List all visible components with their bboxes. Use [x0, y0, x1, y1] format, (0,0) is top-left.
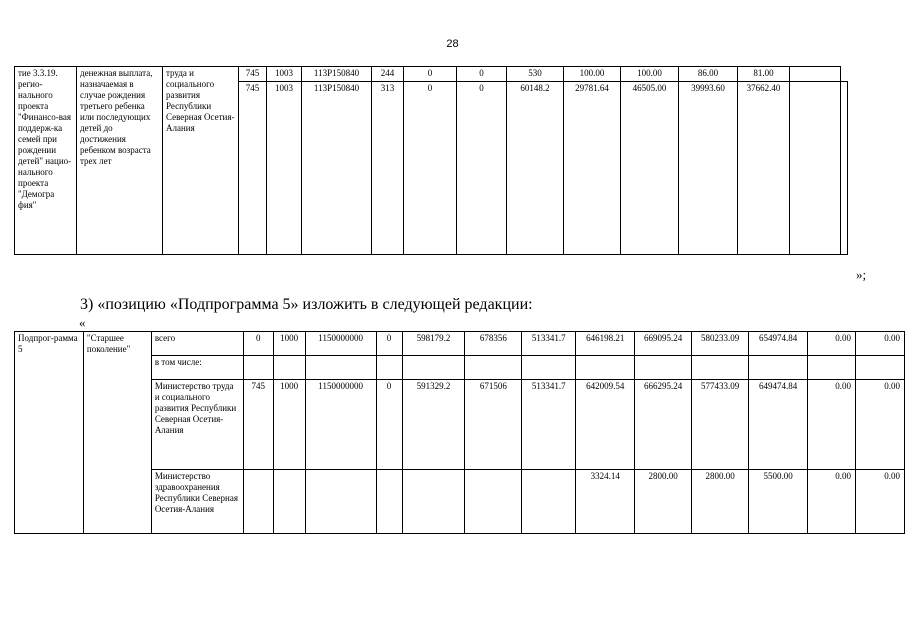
table-cell: [273, 470, 305, 534]
table-cell: 1003: [267, 82, 302, 255]
measure-name-cell: денежная выплата, назначаемая в случае рождения третьего ребенка или последующих детей до достижения ребенком возраста трех лет: [77, 67, 163, 255]
table-subprogram-5: [14, 331, 905, 534]
table-cell: 0.00: [808, 380, 856, 470]
table-cell: [841, 82, 848, 255]
table-cell: 244: [372, 67, 404, 82]
table-cell: 100.00: [621, 67, 679, 82]
table-cell: 0.00: [808, 332, 856, 356]
page-number: 28: [446, 38, 459, 50]
table-cell: 0.00: [855, 470, 904, 534]
table-cell: [790, 67, 841, 82]
table-cell: 0.00: [808, 470, 856, 534]
table-cell: [522, 470, 576, 534]
table-cell: [243, 470, 273, 534]
table-cell: 0: [457, 67, 507, 82]
table-cell: 577433.09: [692, 380, 749, 470]
row-label: всего: [151, 332, 243, 356]
table-cell: 646198.21: [576, 332, 635, 356]
table-cell: 46505.00: [621, 82, 679, 255]
table-cell: 642009.54: [576, 380, 635, 470]
table-cell: 1000: [273, 380, 305, 470]
table-cell: 1003: [267, 67, 302, 82]
table-cell: 580233.09: [692, 332, 749, 356]
table-cell: 100.00: [564, 67, 621, 82]
table-cell: 530: [507, 67, 564, 82]
table-cell: [273, 356, 305, 380]
table-cell: [692, 356, 749, 380]
table-cell: 745: [243, 380, 273, 470]
table-cell: [522, 356, 576, 380]
table-cell: 745: [239, 82, 267, 255]
table-cell: 591329.2: [402, 380, 465, 470]
table-cell: 1000: [273, 332, 305, 356]
table-cell: 0.00: [855, 332, 904, 356]
subprogram-name-cell: "Старшее поколение": [83, 332, 151, 534]
table-cell: 5500.00: [749, 470, 808, 534]
table-cell: 113P150840: [302, 67, 372, 82]
table-cell: 86.00: [679, 67, 738, 82]
opening-quote: «: [79, 315, 86, 330]
table-cell: [465, 470, 522, 534]
table-cell: 678356: [465, 332, 522, 356]
table-cell: 513341.7: [522, 332, 576, 356]
table-cell: 0: [243, 332, 273, 356]
table-cell: 666295.24: [635, 380, 692, 470]
table-cell: [305, 356, 376, 380]
program-cell: Подпрог-рамма 5: [15, 332, 84, 534]
row-label: в том числе:: [151, 356, 243, 380]
table-cell: 654974.84: [749, 332, 808, 356]
row-label: Министерство здравоохранения Республики Северная Осетия-Алания: [151, 470, 243, 534]
table-measure-continuation: [14, 66, 848, 255]
table-row: [15, 67, 848, 82]
table-cell: [855, 356, 904, 380]
table-cell: 669095.24: [635, 332, 692, 356]
table-cell: 37662.40: [738, 82, 790, 255]
table-cell: 0: [376, 380, 402, 470]
table-cell: 0: [376, 332, 402, 356]
closing-quote: »;: [856, 267, 867, 282]
row-label: Министерство труда и социального развития Республики Северная Осетия-Алания: [151, 380, 243, 470]
table-cell: [376, 356, 402, 380]
table-cell: 0.00: [855, 380, 904, 470]
table-cell: [243, 356, 273, 380]
table-cell: 513341.7: [522, 380, 576, 470]
table-row: [15, 332, 905, 356]
table-cell: [305, 470, 376, 534]
table-cell: 29781.64: [564, 82, 621, 255]
table-cell: 0: [457, 82, 507, 255]
table-cell: 313: [372, 82, 404, 255]
table-cell: 81.00: [738, 67, 790, 82]
table-cell: [402, 356, 465, 380]
table-cell: 671506: [465, 380, 522, 470]
table-cell: 0: [404, 82, 457, 255]
table-cell: [465, 356, 522, 380]
measure-cell: тие 3.3.19. регио-нального проекта "Финансо-вая поддерж-ка семей при рождении детей" нацио-нального проекта "Демогра фия": [15, 67, 77, 255]
table-cell: [376, 470, 402, 534]
table-cell: [749, 356, 808, 380]
table-cell: 0: [404, 67, 457, 82]
table-cell: 60148.2: [507, 82, 564, 255]
table-cell: [808, 356, 856, 380]
table-cell: [635, 356, 692, 380]
table-cell: 3324.14: [576, 470, 635, 534]
table-cell: 113P150840: [302, 82, 372, 255]
table-cell: 745: [239, 67, 267, 82]
table-cell: 649474.84: [749, 380, 808, 470]
executor-cell: труда и социального развития Республики Северная Осетия-Алания: [163, 67, 239, 255]
table-cell: 2800.00: [692, 470, 749, 534]
table-cell: 2800.00: [635, 470, 692, 534]
table-cell: [576, 356, 635, 380]
instruction-text: 3) «позицию «Подпрограмма 5» изложить в следующей редакции:: [80, 296, 533, 313]
table-cell: [402, 470, 465, 534]
table-cell: 598179.2: [402, 332, 465, 356]
table-cell: 1150000000: [305, 380, 376, 470]
table-cell: 1150000000: [305, 332, 376, 356]
table-cell: 39993.60: [679, 82, 738, 255]
table-cell: [790, 82, 841, 255]
